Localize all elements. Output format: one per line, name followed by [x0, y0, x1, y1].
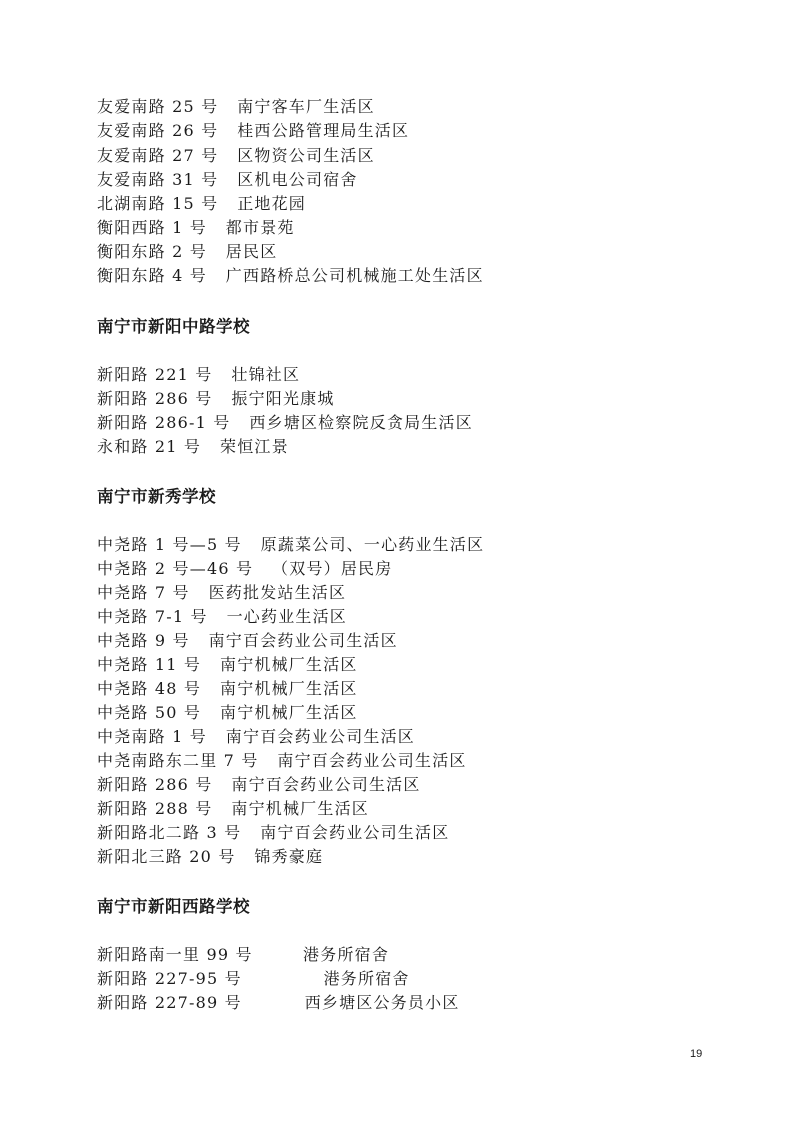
- address-line: 新阳路 288 号 南宁机械厂生活区: [97, 799, 369, 818]
- address-line: 新阳路南一里 99 号 港务所宿舍: [97, 945, 390, 964]
- address-line: 永和路 21 号 荣恒江景: [97, 437, 289, 456]
- address-line: 衡阳东路 2 号 居民区: [97, 242, 278, 261]
- school-heading: 南宁市新阳西路学校: [97, 897, 250, 916]
- address-line: 中尧路 11 号 南宁机械厂生活区: [97, 655, 358, 674]
- address-line: 中尧路 1 号—5 号 原蔬菜公司、一心药业生活区: [97, 535, 485, 554]
- address-line: 衡阳西路 1 号 都市景苑: [97, 218, 295, 237]
- address-line: 新阳路 227-89 号 西乡塘区公务员小区: [97, 993, 460, 1012]
- school-heading: 南宁市新秀学校: [97, 487, 216, 506]
- address-line: 北湖南路 15 号 正地花园: [97, 194, 306, 213]
- address-line: 中尧路 48 号 南宁机械厂生活区: [97, 679, 358, 698]
- school-heading: 南宁市新阳中路学校: [97, 317, 250, 336]
- address-line: 新阳路 286-1 号 西乡塘区检察院反贪局生活区: [97, 413, 473, 432]
- address-line: 中尧路 2 号—46 号 （双号）居民房: [97, 559, 393, 578]
- address-line: 中尧南路 1 号 南宁百会药业公司生活区: [97, 727, 416, 746]
- address-line: 友爱南路 25 号 南宁客车厂生活区: [97, 97, 375, 116]
- address-line: 新阳路 286 号 振宁阳光康城: [97, 389, 335, 408]
- address-line: 中尧路 9 号 南宁百会药业公司生活区: [97, 631, 398, 650]
- address-line: 友爱南路 27 号 区物资公司生活区: [97, 146, 375, 165]
- address-line: 新阳路 221 号 壮锦社区: [97, 365, 301, 384]
- address-line: 友爱南路 26 号 桂西公路管理局生活区: [97, 121, 410, 140]
- address-line: 新阳北三路 20 号 锦秀豪庭: [97, 847, 324, 866]
- address-line: 中尧南路东二里 7 号 南宁百会药业公司生活区: [97, 751, 467, 770]
- address-line: 中尧路 50 号 南宁机械厂生活区: [97, 703, 358, 722]
- address-line: 中尧路 7 号 医药批发站生活区: [97, 583, 347, 602]
- address-line: 新阳路北二路 3 号 南宁百会药业公司生活区: [97, 823, 450, 842]
- address-line: 中尧路 7-1 号 一心药业生活区: [97, 607, 347, 626]
- address-line: 衡阳东路 4 号 广西路桥总公司机械施工处生活区: [97, 266, 484, 285]
- address-line: 新阳路 286 号 南宁百会药业公司生活区: [97, 775, 421, 794]
- address-line: 友爱南路 31 号 区机电公司宿舍: [97, 170, 358, 189]
- page-number: 19: [690, 1048, 703, 1060]
- address-line: 新阳路 227-95 号 港务所宿舍: [97, 969, 410, 988]
